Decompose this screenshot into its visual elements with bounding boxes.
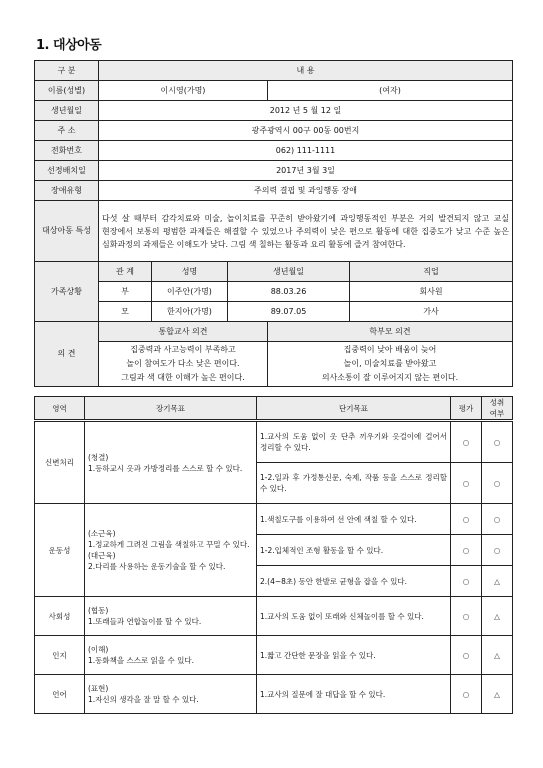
eval-mark: ○ bbox=[451, 504, 482, 535]
family-label: 가족상황 bbox=[35, 262, 99, 322]
disability-label: 장애유형 bbox=[35, 181, 99, 201]
teacher-opinion-header: 통합교사 의견 bbox=[99, 322, 268, 342]
short-goal: 1-2.일과 후 가정통신문, 숙제, 작품 등을 스스로 정리할 수 있다. bbox=[257, 463, 451, 504]
parent-opinion-line: 의사소통이 잘 이루어지지 않는 편이다. bbox=[321, 373, 459, 382]
family-job: 회사원 bbox=[350, 282, 513, 302]
teacher-opinion-line: 그림과 색 대한 이해가 높은 편이다. bbox=[121, 373, 245, 382]
traits-value: 다섯 살 때부터 감각치료와 미술, 놀이치료를 꾸준히 받아왔기에 과잉행동적인 부분은 거의 발견되지 않고 교실 현장에서 보통의 평범한 과제들은 해결할 수 있었으나 주의력이 낮은 편으로 활동에 대한 집중도가 낮고 수준 높은 심화과정의 과제들은 이해도가 낮다. 그림 색 칠하는 활동과 요리 활동에 즐겨 참여한다. bbox=[99, 201, 513, 262]
achieve-mark: △ bbox=[482, 597, 513, 636]
placement-label: 선정배치일 bbox=[35, 161, 99, 181]
family-header-relation: 관 계 bbox=[99, 262, 152, 282]
family-header-job: 직업 bbox=[350, 262, 513, 282]
eval-mark: ○ bbox=[451, 675, 482, 714]
achieve-mark: ○ bbox=[482, 421, 513, 463]
long-goal-line: (이해) bbox=[88, 645, 109, 654]
eval-mark: ○ bbox=[451, 535, 482, 566]
long-goal-line: (청결) bbox=[88, 452, 109, 462]
goals-header-long: 장기목표 bbox=[85, 397, 257, 421]
family-relation: 부 bbox=[99, 282, 152, 302]
achieve-mark: △ bbox=[482, 636, 513, 675]
long-goal-line: (대근육) bbox=[88, 551, 116, 560]
short-goal: 1.짧고 간단한 문장을 읽을 수 있다. bbox=[257, 636, 451, 675]
short-goal: 1.교사의 질문에 잘 대답을 할 수 있다. bbox=[257, 675, 451, 714]
parent-opinion-line: 놀이, 미술치료를 받아왔고 bbox=[343, 359, 437, 368]
short-goal: 1.교사의 도움 없이 옷 단추 끼우기와 옷걸이에 걸어서 정리할 수 있다. bbox=[257, 421, 451, 463]
header-category: 구 분 bbox=[35, 61, 99, 81]
section-title: 1. 대상아동 bbox=[36, 38, 102, 53]
achieve-mark: ○ bbox=[482, 463, 513, 504]
gender-value: (여자) bbox=[268, 81, 513, 101]
achieve-mark: △ bbox=[482, 675, 513, 714]
achieve-mark: ○ bbox=[482, 504, 513, 535]
parent-opinion-header: 학부모 의견 bbox=[268, 322, 513, 342]
phone-value: 062) 111-1111 bbox=[99, 141, 513, 161]
birth-label: 생년월일 bbox=[35, 101, 99, 121]
area-social: 사회성 bbox=[35, 597, 85, 636]
achieve-mark: ○ bbox=[482, 535, 513, 566]
long-goal-line: 1.또래들과 연합놀이를 할 수 있다. bbox=[88, 617, 202, 626]
opinion-label: 의 견 bbox=[35, 322, 99, 387]
phone-label: 전화번호 bbox=[35, 141, 99, 161]
long-goal-line: 1.자신의 생각을 잘 말 할 수 있다. bbox=[88, 695, 199, 704]
area-self-care: 신변처리 bbox=[35, 421, 85, 504]
goals-table bbox=[34, 396, 513, 714]
eval-mark: ○ bbox=[451, 566, 482, 597]
address-label: 주 소 bbox=[35, 121, 99, 141]
family-header-name: 성명 bbox=[152, 262, 228, 282]
area-language: 언어 bbox=[35, 675, 85, 714]
long-goal-line: 1.정교하게 그려진 그림을 색칠하고 꾸밀 수 있다. bbox=[88, 540, 250, 549]
teacher-opinion-line: 집중력과 사고능력이 부족하고 bbox=[130, 345, 236, 354]
traits-label: 대상아동 특성 bbox=[35, 201, 99, 262]
family-name: 이주안(가명) bbox=[152, 282, 228, 302]
teacher-opinion bbox=[99, 342, 268, 387]
placement-value: 2017년 3월 3일 bbox=[99, 161, 513, 181]
area-motor: 운동성 bbox=[35, 504, 85, 597]
header-content: 내 용 bbox=[99, 61, 513, 81]
disability-value: 주의력 결핍 및 과잉행동 장애 bbox=[99, 181, 513, 201]
birth-value: 2012 년 5 월 12 일 bbox=[99, 101, 513, 121]
parent-opinion-line: 집중력이 낮아 배움이 늦어 bbox=[343, 345, 437, 354]
goals-header-area: 영역 bbox=[35, 397, 85, 421]
long-goal bbox=[85, 421, 257, 504]
address-value: 광주광역시 00구 00동 00번지 bbox=[99, 121, 513, 141]
family-name: 한지아(가명) bbox=[152, 302, 228, 322]
name-label: 이름(성별) bbox=[35, 81, 99, 101]
short-goal: 2.(4~8초) 동안 한발로 균형을 잡을 수 있다. bbox=[257, 566, 451, 597]
area-cognition: 인지 bbox=[35, 636, 85, 675]
long-goal-line: (소근육) bbox=[88, 529, 116, 538]
name-value: 이시영(가명) bbox=[99, 81, 268, 101]
goals-header-eval: 평가 bbox=[451, 397, 482, 421]
long-goal-line: 2.다리를 사용하는 운동기술을 할 수 있다. bbox=[88, 562, 226, 571]
long-goal-line: 1.등하교시 옷과 가방정리를 스스로 할 수 있다. bbox=[88, 463, 243, 473]
short-goal: 1.색칠도구를 이용하여 선 안에 색칠 할 수 있다. bbox=[257, 504, 451, 535]
family-birth: 89.07.05 bbox=[228, 302, 350, 322]
long-goal-line: (표현) bbox=[88, 684, 109, 693]
family-birth: 88.03.26 bbox=[228, 282, 350, 302]
eval-mark: ○ bbox=[451, 597, 482, 636]
family-header-birth: 생년월일 bbox=[228, 262, 350, 282]
long-goal-line: 1.동화책을 스스로 읽을 수 있다. bbox=[88, 656, 195, 665]
child-info-table bbox=[34, 60, 513, 387]
long-goal bbox=[85, 675, 257, 714]
parent-opinion bbox=[268, 342, 513, 387]
goals-header-achieve: 성취 여부 bbox=[482, 397, 513, 421]
short-goal: 1-2.입체적인 조형 활동을 할 수 있다. bbox=[257, 535, 451, 566]
achieve-mark: △ bbox=[482, 566, 513, 597]
long-goal bbox=[85, 504, 257, 597]
eval-mark: ○ bbox=[451, 463, 482, 504]
family-relation: 모 bbox=[99, 302, 152, 322]
goals-header-short: 단기목표 bbox=[257, 397, 451, 421]
long-goal bbox=[85, 636, 257, 675]
short-goal: 1.교사의 도움 없이 또래와 신체놀이를 할 수 있다. bbox=[257, 597, 451, 636]
long-goal-line: (협동) bbox=[88, 606, 109, 615]
family-job: 가사 bbox=[350, 302, 513, 322]
teacher-opinion-line: 놀이 참여도가 다소 낮은 편이다. bbox=[126, 359, 240, 368]
eval-mark: ○ bbox=[451, 421, 482, 463]
long-goal bbox=[85, 597, 257, 636]
eval-mark: ○ bbox=[451, 636, 482, 675]
